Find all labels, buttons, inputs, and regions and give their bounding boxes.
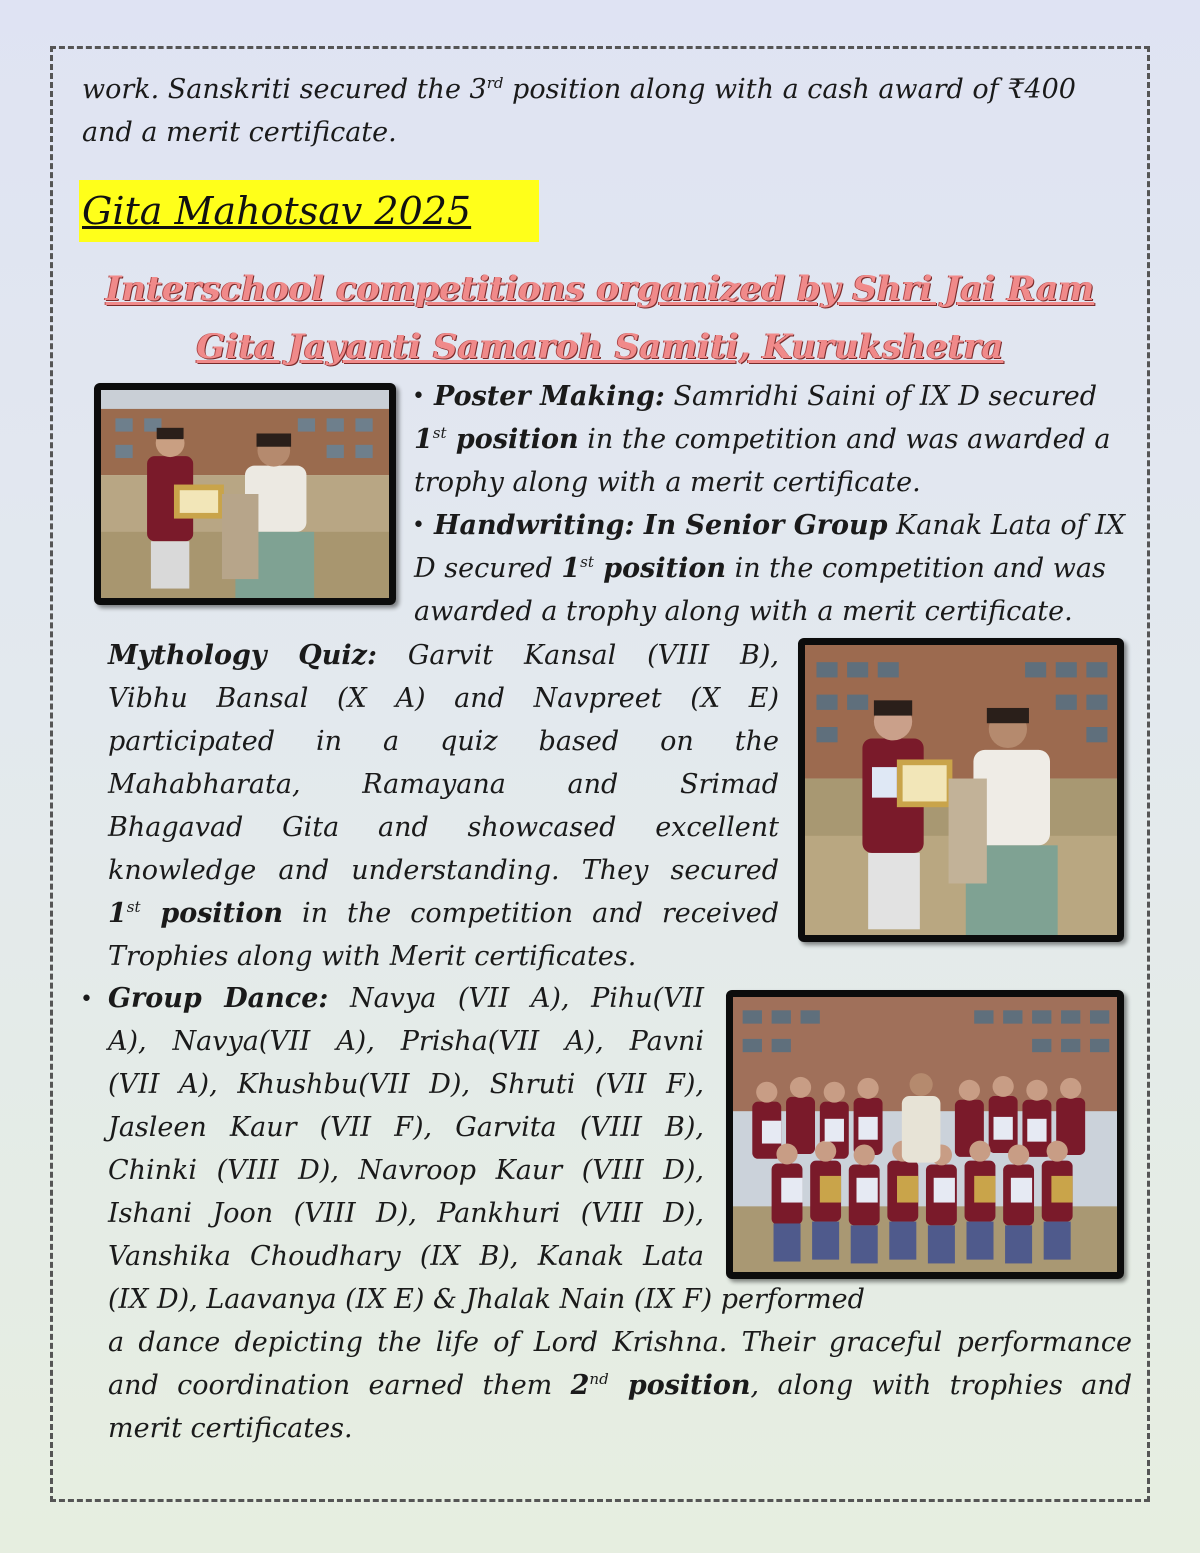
dance-line-11: merit certificates. <box>108 1413 353 1444</box>
intro-line-1: work. Sanskriti secured the 3rd position along with a cash award of ₹400 <box>82 74 1076 105</box>
handwriting-line-2: D secured 1st position in the competition and was <box>414 553 1106 584</box>
handwriting-line-1: Handwriting: In Senior Group Kanak Lata of IX <box>434 510 1126 541</box>
intro-line-2: and a merit certificate. <box>82 117 397 148</box>
photo-group-dance <box>726 990 1124 1279</box>
poster-line-3: trophy along with a merit certificate. <box>414 467 921 498</box>
poster-line-2: 1st position in the competition and was awarded a <box>414 424 1111 455</box>
bullet-handwriting: • <box>412 513 425 538</box>
dance-line-2: A), Navya(VII A), Prisha(VII A), Pavni <box>108 1026 704 1057</box>
dance-line-6: Ishani Joon (VIII D), Pankhuri (VIII D), <box>108 1198 704 1229</box>
quiz-line-6: knowledge and understanding. They secured <box>108 855 779 886</box>
bullet-poster: • <box>412 384 425 409</box>
quiz-line-2: Vibhu Bansal (X A) and Navpreet (X E) <box>108 683 779 714</box>
quiz-line-5: Bhagavad Gita and showcased excellent <box>108 812 779 843</box>
quiz-line-1: Mythology Quiz: Garvit Kansal (VIII B), <box>108 640 779 671</box>
dance-line-7: Vanshika Choudhary (IX B), Kanak Lata <box>108 1241 704 1272</box>
quiz-line-4: Mahabharata, Ramayana and Srimad <box>108 769 779 800</box>
dance-line-8: (IX D), Laavanya (IX E) & Jhalak Nain (IX F) performed <box>108 1284 865 1315</box>
poster-line-1: Poster Making: Samridhi Saini of IX D secured <box>434 381 1097 412</box>
quiz-line-8: Trophies along with Merit certificates. <box>108 941 637 972</box>
subtitle-line-2: Gita Jayanti Samaroh Samiti, Kurukshetra <box>196 327 1004 367</box>
dance-line-4: Jasleen Kaur (VII F), Garvita (VIII B), <box>108 1112 704 1143</box>
section-title: Gita Mahotsav 2025 <box>82 189 472 233</box>
subtitle-line-1: Interschool competitions organized by Shri Jai Ram <box>105 269 1095 309</box>
quiz-line-3: participated in a quiz based on the <box>108 726 779 757</box>
dance-line-1: Group Dance: Navya (VII A), Pihu(VII <box>108 983 705 1014</box>
quiz-line-7: 1st position in the competition and received <box>108 898 779 929</box>
photo-poster-making <box>94 383 396 605</box>
dance-line-9: a dance depicting the life of Lord Krishna. Their graceful performance <box>108 1327 1132 1358</box>
photo-mythology-quiz <box>798 638 1124 942</box>
dance-line-5: Chinki (VIII D), Navroop Kaur (VIII D), <box>108 1155 704 1186</box>
bullet-group-dance: • <box>80 987 93 1012</box>
dance-line-3: (VII A), Khushbu(VII D), Shruti (VII F), <box>108 1069 704 1100</box>
dance-line-10: and coordination earned them 2nd position, along with trophies and <box>108 1370 1132 1401</box>
handwriting-line-3: awarded a trophy along with a merit certificate. <box>414 596 1073 627</box>
